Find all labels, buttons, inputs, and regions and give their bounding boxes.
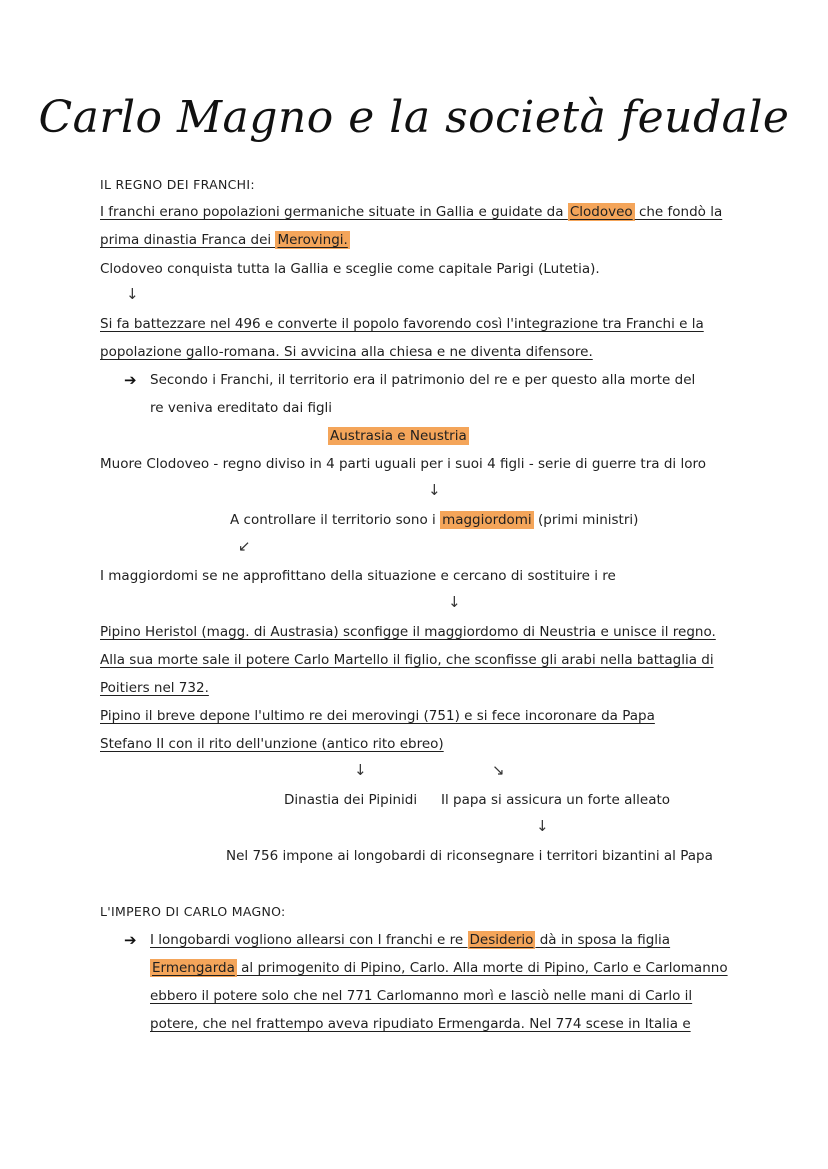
paragraph-maggiordomi-approfittano: I maggiordomi se ne approfittano della situazione e cercano di sostituire i re (100, 568, 616, 584)
bullet-arrow-icon: ➔ (124, 371, 137, 389)
bullet-patrimonio-line-1: Secondo i Franchi, il territorio era il patrimonio del re e per questo alla morte del (150, 372, 696, 388)
section-heading-franchi: IL REGNO DEI FRANCHI: (100, 177, 255, 192)
paragraph-nel-756: Nel 756 impone ai longobardi di riconsegnare i territori bizantini al Papa (226, 848, 713, 864)
highlight-clodoveo: Clodoveo (569, 204, 633, 220)
text-segment: che fondò la (634, 204, 723, 220)
bullet-longobardi-line-2 (150, 959, 728, 977)
paragraph-maggiordomi-controllo (230, 511, 638, 529)
bullet-longobardi-line-3: ebbero il potere solo che nel 771 Carlomanno morì e lasciò nelle mani di Carlo il (150, 988, 693, 1004)
paragraph-battesimo-line-1: Si fa battezzare nel 496 e converte il popolo favorendo così l'integrazione tra Franchi e la (100, 316, 704, 332)
highlight-regions (328, 427, 469, 445)
paragraph-pipino-heristol-line-3: Poitiers nel 732. (100, 680, 209, 696)
highlight-ermengarda: Ermengarda (152, 960, 235, 976)
down-arrow-icon: ↓ (354, 761, 367, 779)
text-segment: (primi ministri) (533, 512, 639, 528)
page-title: Carlo Magno e la società feudale (38, 92, 790, 143)
bullet-patrimonio-line-2: re veniva ereditato dai figli (150, 400, 333, 416)
bullet-arrow-icon: ➔ (124, 931, 137, 949)
text-segment: I longobardi vogliono allearsi con I franchi e re (150, 932, 468, 948)
paragraph-pipino-heristol-line-1: Pipino Heristol (magg. di Austrasia) sconfigge il maggiordomo di Neustria e unisce il regno. (100, 624, 716, 640)
down-left-arrow-icon: ↙ (238, 537, 251, 555)
down-right-arrow-icon: ↘ (492, 761, 505, 779)
paragraph-clodoveo-capitale: Clodoveo conquista tutta la Gallia e sceglie come capitale Parigi (Lutetia). (100, 261, 600, 277)
down-arrow-icon: ↓ (448, 593, 461, 611)
highlight-austrasia-neustria: Austrasia e Neustria (330, 428, 467, 444)
paragraph-pipino-breve-line-2: Stefano II con il rito dell'unzione (antico rito ebreo) (100, 736, 444, 752)
paragraph-muore-clodoveo: Muore Clodoveo - regno diviso in 4 parti uguali per i suoi 4 figli - serie di guerre tra di loro (100, 456, 706, 472)
down-arrow-icon: ↓ (428, 481, 441, 499)
branch-papa-alleato: Il papa si assicura un forte alleato (441, 792, 671, 808)
section-heading-impero: L'IMPERO DI CARLO MAGNO: (100, 904, 286, 919)
down-arrow-icon: ↓ (536, 817, 549, 835)
text-segment: A controllare il territorio sono i (230, 512, 441, 528)
text-segment: al primogenito di Pipino, Carlo. Alla morte di Pipino, Carlo e Carlomanno (236, 960, 728, 976)
text-segment: prima dinastia Franca dei (100, 232, 276, 248)
paragraph-battesimo-line-2: popolazione gallo-romana. Si avvicina alla chiesa e ne diventa difensore. (100, 344, 593, 360)
paragraph-franchi-line-1 (100, 203, 722, 221)
bullet-longobardi-line-4: potere, che nel frattempo aveva ripudiato Ermengarda. Nel 774 scese in Italia e (150, 1016, 691, 1032)
paragraph-pipino-breve-line-1: Pipino il breve depone l'ultimo re dei merovingi (751) e si fece incoronare da Papa (100, 708, 655, 724)
paragraph-franchi-line-2 (100, 231, 350, 249)
down-arrow-icon: ↓ (126, 285, 139, 303)
text-segment: I franchi erano popolazioni germaniche situate in Gallia e guidate da (100, 204, 568, 220)
paragraph-pipino-heristol-line-2: Alla sua morte sale il potere Carlo Martello il figlio, che sconfisse gli arabi nella battaglia di (100, 652, 714, 668)
highlight-maggiordomi: maggiordomi (442, 512, 532, 528)
highlight-merovingi: Merovingi. (277, 232, 348, 248)
branch-dinastia-pipinidi: Dinastia dei Pipinidi (284, 792, 418, 808)
text-segment: dà in sposa la figlia (535, 932, 671, 948)
bullet-longobardi-line-1 (150, 931, 670, 949)
highlight-desiderio: Desiderio (469, 932, 534, 948)
